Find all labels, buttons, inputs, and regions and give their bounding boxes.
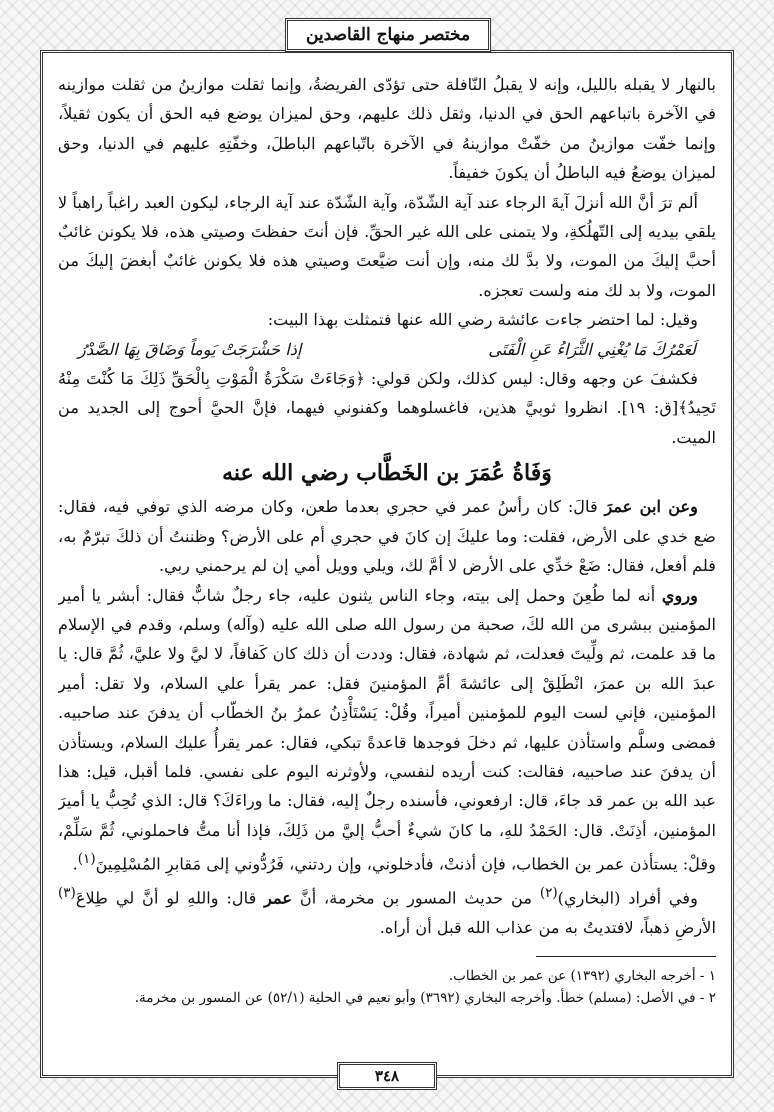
section-title: وَفَاةُ عُمَرَ بن الخَطَّاب رضي الله عنه <box>222 460 552 487</box>
footnote: ١ - أخرجه البخاري (١٣٩٢) عن عمر بن الخطاب. <box>448 968 716 985</box>
name-emphasis: عمر <box>264 888 293 908</box>
footnote: ٢ - في الأصل: (مسلم) خطأ. وأخرجه البخاري (٣٦٩٢) وأبو نعيم في الحلية (٥٢/١) عن المسور بن مخرمة. <box>134 990 716 1007</box>
paragraph-text: قال: واللهِ لو أنَّ لي طِلاعَ <box>75 888 265 908</box>
paragraph <box>58 879 716 942</box>
verse-second-hemistich: إذا حَشْرَجَتْ يَوماً وَضَاقَ بِهَا الصَّدْرُ <box>78 339 302 359</box>
narrator-name: وعن ابن عمرَ <box>604 497 698 517</box>
paragraph: وقيل: لما احتضر جاءت عائشة رضي الله عنها فتمثلت بهذا البيت: <box>267 310 698 330</box>
page-number: ٣٤٨ <box>374 1067 400 1085</box>
paragraph <box>58 492 716 580</box>
page-number-box <box>337 1062 437 1090</box>
footnote-ref: (٣) <box>58 884 76 901</box>
paragraph: وروي أنه لما طُعِنَ وحمل إلى بيته، وجاء الناس يثنون عليه، جاء رجلٌ شابٌّ فقال: أبشر يا أمير المؤمنين ببشرى من الله لكَ، صحبة من رسول الله صلى الله عليه (وآله) وسلم، وقدم في الإسلام ما قد علمت، ثم ولِّيتَ فعدلت، ثم شهادة، فقال: وددت أن ذلك كان كَفافاً، لا ليَّ ولا عليَّ، ثُمَّ قال: يا عبدَ الله بن عمرَ، انْطَلِقْ إلى عائشةَ أمِّ المؤمنينَ فقل: عمر يقرأ علي السلام، ولا تقل: أمير المؤمنين، فإني لست اليوم للمؤمنين أميراً، وقُلْ: يَسْتَأْذِنُ عمرُ بنُ الخطّاب أن يدفنَ عند صاحبيه. فمضى وسلَّم واستأذن عليها، ثم دخلَ فوجدها قاعدةً تبكي، فقال: عمر يقرأُ عليك السلام، ويستأذن أن يدفنَ عند صاحبيه، فقالت: كنت أريده لنفسي، ولأوثرنه اليوم على نفسي. فلما أقبل، قيل: هذا عبد الله بن عمر قد جاءَ، قال: ارفعوني، فأسنده رجلٌ إليه، فقال: ما وراءَكَ؟ قال: الذي تُحِبُّ يا أميرَ المؤمنين، أذِنَتْ. قال: الحَمْدُ للهِ، ما كانَ شيءٌ أحبُّ إليَّ من ذَلِكَ، فإذا أنا متُّ فاحملوني، ثُمَّ سَلِّمْ، وقلْ: يستأذن عمر بن الخطاب، فإن أذنتْ، فأدخلوني، وإن ردتني، فَرُدُّوني إلى مَقابرِ المُسْلِمِينَ$^{(١)}$. <box>58 585 716 874</box>
main-text <box>58 70 716 1015</box>
paragraph: بالنهار لا يقبله بالليل، وإنه لا يقبلُ النّافلة حتى تؤدّى الفريضةُ، وإنما ثقلت موازينُ من ثقلت موازينه في الآخرة باتباعهم الحق في الدنيا، وثقل ذلك عليهم، وحق لميزان يوضع فيه الحق أن يكون ثقيلاً، وإنما خفّت موازينُ من خفّتْ موازينهُ في الآخرة باتّباعهم الباطلَ، وخفّتِهِ عليهم في الدنيا، وحق لميزان يوضعُ فيه الباطلُ أن يكونَ خفيفاً. <box>58 75 716 183</box>
verse-first-hemistich: لَعَمْرُكَ مَا يُغْنِي الثَّرَاءُ عَنِ الْفَتَى <box>488 339 696 359</box>
paragraph: ألم ترَ أنَّ الله أنزلَ آيةَ الرجاء عند آية الشّدّة، وآية الشّدّة عند آية الرجاء، ليكون العبد راغباً راهباً لا يلقي بيديه إلى التّهلُكةِ، ولا يتمنى على الله غير الحقِّ. فإن أنتَ حفظتَ وصيتي هذه، فلا يكونن غائبٌ أحبَّ إليكَ من الموت، ولا بدَّ لك منه، وإن أنت ضيَّعتَ وصيتي هذه فلا يكونن غائبٌ أبغضَ إليكَ من الموت، ولا بد لك منه ولست تعجزه. <box>58 192 716 300</box>
footnote-divider <box>536 956 716 957</box>
paragraph-text: أنه لما طُعِنَ وحمل إلى بيته، وجاء الناس يثنون عليه، جاء رجلٌ شابٌّ فقال: أبشر يا أمير المؤمنين ببشرى من الله لكَ، صحبة من رسول الله صلى الله عليه (وآله) وسلم، وقدم في الإسلام ما قد علمت، ثم ولِّيتَ فعدلت، ثم شهادة، فقال: وددت أن ذلك كان كَفافاً، لا ليَّ ولا عليَّ، ثُمَّ قال: يا عبدَ الله بن عمرَ، انْطَلِقْ إلى عائشةَ أمِّ المؤمنينَ فقل: عمر يقرأ علي السلام، ولا تقل: أمير المؤمنين، فإني لست اليوم للمؤمنين أميراً، وقُلْ: يَسْتَأْذِنُ عمرُ بنُ الخطّاب أن يدفنَ عند صاحبيه. فمضى وسلَّم واستأذن عليها، ثم دخلَ فوجدها قاعدةً تبكي، فقال: عمر يقرأُ عليك السلام، ويستأذن أن يدفنَ عند صاحبيه، فقالت: كنت أريده لنفسي، ولأوثرنه اليوم على نفسي. فلما أقبل، قيل: هذا عبد الله بن عمر قد جاءَ، قال: ارفعوني، فأسنده رجلٌ إليه، فقال: ما وراءَكَ؟ قال: الذي تُحِبُّ يا أميرَ المؤمنين، أذِنَتْ. قال: الحَمْدُ للهِ، ما كانَ شيءٌ أحبُّ إليَّ من ذَلِكَ، فإذا أنا متُّ فاحملوني، ثُمَّ سَلِّمْ، وقلْ: يستأذن عمر بن الخطاب، فإن أذنتْ، فأدخلوني، وإن ردتني، فَرُدُّوني إلى مَقابرِ المُسْلِمِينَ <box>58 585 716 874</box>
running-header <box>285 18 491 52</box>
paragraph-text: وفي أفراد (البخاري) <box>557 888 698 908</box>
footnote-ref: (٢) <box>539 884 558 901</box>
paragraph-text: الأرضِ ذهباً، لافتديتُ به من عذاب الله قبل أن أراه. <box>379 917 716 937</box>
paragraph-text: من حديث المسور بن مخرمة، أنَّ <box>292 888 540 908</box>
footnote-ref: (١) <box>77 851 96 868</box>
book-title: مختصر منهاج القاصدين <box>305 25 471 45</box>
paragraph-text: قالَ: كان رأسُ عمر في حجري بعدما طعن، وكان مرضه الذي توفي فيه، فقال: ضع خدي على الأرض، فقلت: وما عليكَ إن كانَ في حجري أم على الأرض؟ وظننتُ أن ذلكَ تبرّمٌ به، فلم أفعل، فقال: ضَعْ خدِّي على الأرض لا أمَّ لك، ويلي وويل أمي إن لم يرحمني ربي. <box>58 497 716 576</box>
lead-word: وروي <box>661 585 698 605</box>
paragraph: فكشفَ عن وجهه وقال: ليس كذلك، ولكن قولي: ﴿وَجَاءَتْ سَكْرَةُ الْمَوْتِ بِالْحَقِّ ذَلِكَ مَا كُنْتَ مِنْهُ تَحِيدُ﴾[ق: ١٩]. انظروا ثوبيَّ هذين، فاغسلوهما وكفنوني فيهما، فإنَّ الحيَّ أحوج إلى الجديد من الميت. <box>58 369 716 447</box>
poetry-verse <box>58 335 716 364</box>
